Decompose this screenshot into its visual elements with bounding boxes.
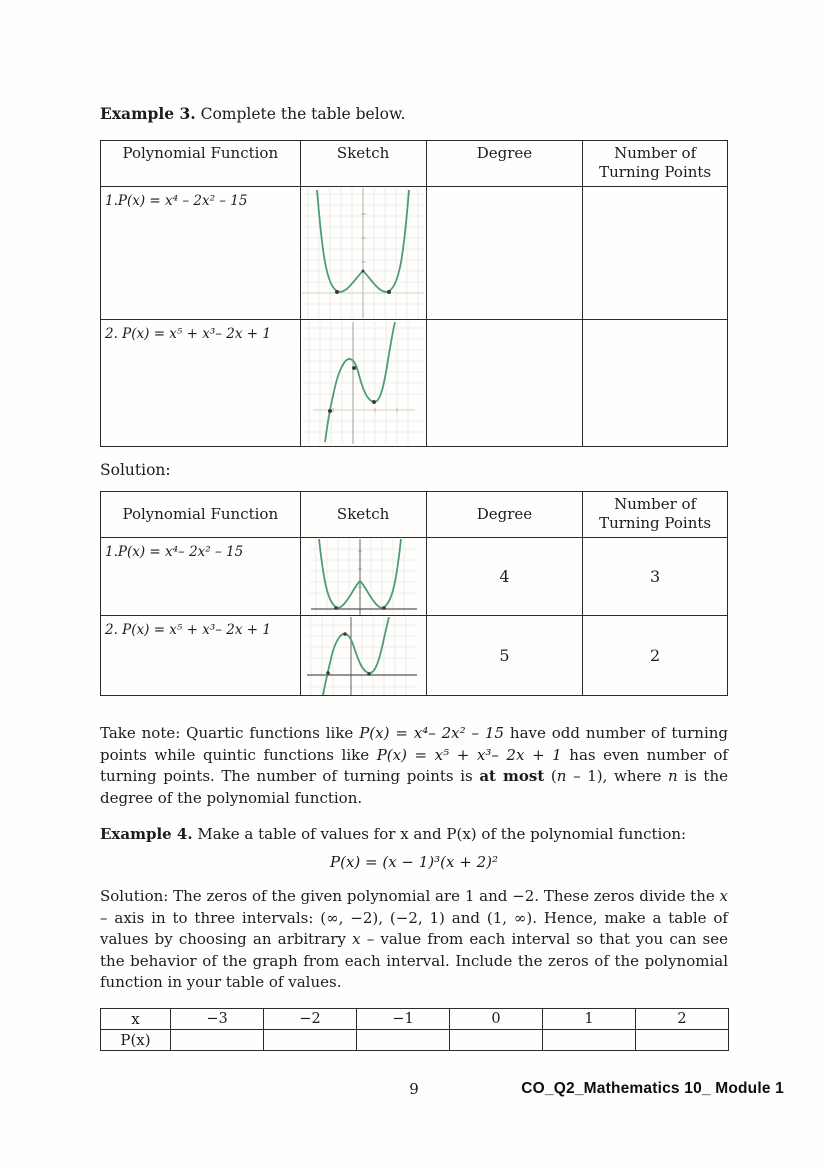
x-row [101, 1008, 729, 1029]
quintic-s-curve-sketch [303, 322, 423, 444]
px-row-label: P(x) [101, 1029, 171, 1050]
x-row-label: x [101, 1008, 171, 1029]
px-row [101, 1029, 729, 1050]
take-note-text: ( [544, 767, 557, 786]
px-value-cell [543, 1029, 636, 1050]
sketch-cell [300, 616, 426, 696]
table-row [101, 616, 728, 696]
take-note-text: has even number of turning points. The number of turning points is [100, 745, 728, 786]
values-table [100, 1008, 729, 1051]
x-value-cell: −2 [264, 1008, 357, 1029]
take-note-text: is the degree of the polynomial function. [100, 767, 728, 807]
example4-label: Example 4. [100, 825, 193, 844]
polynomial-function-cell: 1.P(x) = x⁴– 2x² – 15 [101, 538, 301, 616]
example4-heading [100, 824, 728, 846]
inline-variable: n [556, 767, 567, 786]
sketch-cell [300, 538, 426, 616]
page-footer [0, 1080, 828, 1104]
inline-variable: n [668, 767, 678, 786]
column-header-polynomial-function: Polynomial Function [101, 141, 301, 187]
degree-cell [426, 187, 583, 320]
solution-text: Solution: The zeros of the given polynomial are 1 and −2. These zeros divide the [100, 886, 720, 905]
quartic-w-curve-sketch [302, 188, 424, 318]
quartic-w-curve-axis-sketch [303, 539, 423, 615]
turning-points-cell: 3 [583, 538, 728, 616]
example3-text: Complete the table below. [195, 105, 406, 123]
at-most-emphasis: at most [479, 767, 545, 786]
polynomial-function-cell: 1.P(x) = x⁴ – 2x² – 15 [101, 187, 301, 320]
px-value-cell [636, 1029, 729, 1050]
polynomial-function-cell: 2. P(x) = x⁵ + x³– 2x + 1 [101, 616, 301, 696]
degree-cell: 5 [426, 616, 583, 696]
turning-points-cell [583, 320, 728, 447]
px-value-cell [450, 1029, 543, 1050]
column-header-turning-points [583, 141, 728, 187]
take-note-paragraph [100, 723, 728, 809]
column-header-turning-points [583, 492, 728, 538]
solution-text: – axis in to three intervals: (∞, −2), (−2, 1) and (1, ∞). Hence, make a table of values by choosing an arbitrary [100, 908, 728, 949]
problem-table-header-row [101, 141, 728, 187]
inline-formula: P(x) = x⁵ + x³– 2x + 1 [376, 745, 562, 764]
example3-heading [100, 103, 728, 125]
turning-points-header-line1: Number of [614, 495, 697, 513]
table-row [101, 538, 728, 616]
x-value-cell: 2 [636, 1008, 729, 1029]
page-number: 9 [409, 1080, 419, 1098]
px-value-cell [171, 1029, 264, 1050]
x-value-cell: 1 [543, 1008, 636, 1029]
inline-variable: x [719, 886, 728, 905]
x-value-cell: −3 [171, 1008, 264, 1029]
x-value-cell: −1 [357, 1008, 450, 1029]
degree-cell: 4 [426, 538, 583, 616]
page-content [100, 0, 728, 1051]
inline-variable: x [352, 930, 361, 949]
example4-formula: P(x) = (x − 1)³(x + 2)² [329, 852, 498, 871]
solution-text: – value from each interval so that you can see the behavior of the graph from each interval. Include the zeros of the polynomial function in your table of values. [100, 930, 728, 992]
solution-table [100, 491, 728, 696]
column-header-degree: Degree [426, 141, 583, 187]
column-header-polynomial-function: Polynomial Function [101, 492, 301, 538]
column-header-sketch: Sketch [300, 141, 426, 187]
table-row [101, 187, 728, 320]
px-value-cell [357, 1029, 450, 1050]
solution-paragraph [100, 886, 728, 994]
px-value-cell [264, 1029, 357, 1050]
column-header-sketch: Sketch [300, 492, 426, 538]
turning-points-header-line2: Turning Points [599, 163, 712, 181]
take-note-text: have odd number of turning points while quintic functions like [100, 724, 729, 764]
footer-module-label: CO_Q2_Mathematics 10_ Module 1 [521, 1080, 784, 1097]
take-note-text: – 1), where [566, 767, 669, 786]
example4-text: Make a table of values for x and P(x) of the polynomial function: [192, 825, 687, 844]
sketch-cell [300, 187, 426, 320]
solution-label: Solution: [100, 461, 171, 479]
example3-label: Example 3. [100, 104, 196, 123]
problem-table [100, 140, 728, 447]
column-header-degree: Degree [426, 492, 583, 538]
take-note-text: Take note: Quartic functions like [100, 724, 360, 742]
degree-cell [426, 320, 583, 447]
table-row [101, 320, 728, 447]
turning-points-header-line1: Number of [614, 144, 697, 162]
inline-formula: P(x) = x⁴– 2x² – 15 [359, 724, 505, 742]
solution-table-header-row [101, 492, 728, 538]
polynomial-function-cell: 2. P(x) = x⁵ + x³– 2x + 1 [101, 320, 301, 447]
sketch-cell [300, 320, 426, 447]
turning-points-header-line2: Turning Points [599, 514, 712, 532]
quintic-s-curve-axis-sketch [303, 617, 423, 695]
x-value-cell: 0 [450, 1008, 543, 1029]
turning-points-cell [583, 187, 728, 320]
turning-points-cell: 2 [583, 616, 728, 696]
